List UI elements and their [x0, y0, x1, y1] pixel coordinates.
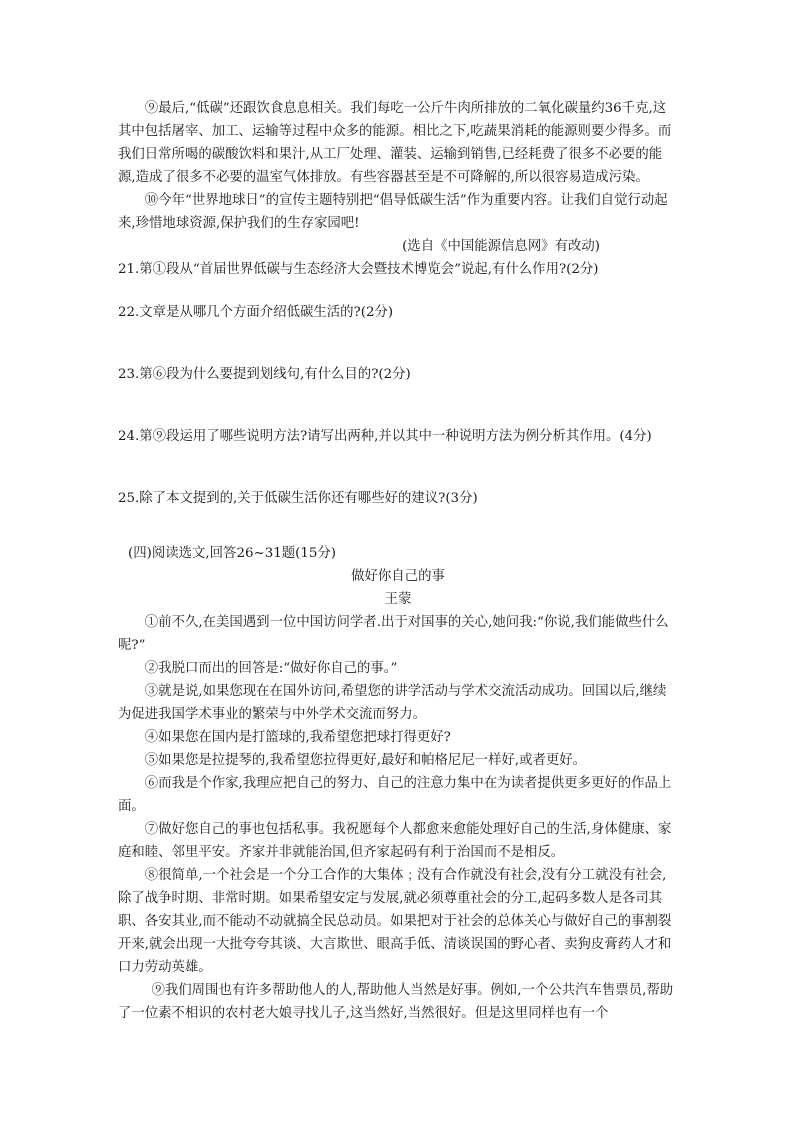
article-title: 做好你自己的事: [351, 569, 445, 584]
passage-source: (选自《中国能源信息网》有改动): [402, 239, 600, 254]
answer-space: [118, 281, 678, 301]
article-paragraph-4: ④如果您在国内是打篮球的,我希望您把球打得更好?: [144, 730, 451, 745]
article-paragraph-8: ⑧很简单,一个社会是一个分工合作的大集体﹔没有合作就没有社会,没有分工就没有社会,除了战争时期、非常时期。如果希望安定与发展,就必须尊重社会的分工,起码多数人是各司其职、各安其业,而不能动不动就搞全民总动员。如果把对于社会的总体关心与做好自己的事割裂开来,就会出现一大批夸夸其谈、大言欺世、眼高手低、清谈误国的野心者、卖狗皮膏药人才和口力劳动英雄。: [118, 868, 672, 975]
answer-space: [118, 448, 678, 487]
article-paragraph-7: ⑦做好您自己的事也包括私事。我祝愿每个人都愈来愈能处理好自己的生活,身体健康、家庭和睦、邻里平安。齐家并非就能治国,但齐家起码有利于治国而不是相反。: [118, 822, 672, 860]
answer-space: [118, 324, 678, 363]
article-paragraph-2: ②我脱口而出的回答是:“做好你自己的事。”: [144, 661, 398, 676]
article-paragraph-5: ⑤如果您是拉提琴的,我希望您拉得更好,最好和帕格尼尼一样好,或者更好。: [144, 753, 587, 768]
exam-page: [118, 97, 678, 1025]
article-paragraph-6: ⑥而我是个作家,我理应把自己的努力、自己的注意力集中在为读者提供更多更好的作品上面。: [118, 776, 672, 814]
section-heading: (四)阅读选文,回答26~31题(15分): [128, 546, 337, 561]
article-paragraph-9: ⑨我们周围也有许多帮助他人的人,帮助他人当然是好事。例如,一个公共汽车售票员,帮助了一位素不相识的农村老大娘寻找儿子,这当然好,当然很好。但是这里同样也有一个: [118, 983, 674, 1021]
passage-paragraph-10: ⑩今年“世界地球日”的宣传主题特别把“倡导低碳生活”作为重要内容。让我们自觉行动起来,珍惜地球资源,保护我们的生存家园吧!: [118, 193, 668, 231]
article-paragraph-3: ③就是说,如果您现在在国外访问,希望您的讲学活动与学术交流活动成功。回国以后,继续为促进我国学术事业的繁荣与中外学术交流而努力。: [118, 684, 667, 722]
question-21: 21.第①段从“首届世界低碳与生态经济大会暨技术博览会”说起,有什么作用?(2分): [118, 262, 599, 277]
article-paragraph-1: ①前不久,在美国遇到一位中国访问学者.出于对国事的关心,她问我:“你说,我们能做些什么呢?”: [118, 615, 669, 653]
question-22: 22.文章是从哪几个方面介绍低碳生活的?(2分): [118, 305, 394, 320]
answer-space: [118, 386, 678, 425]
question-24: 24.第⑨段运用了哪些说明方法?请写出两种,并以其中一种说明方法为例分析其作用。(4分): [118, 429, 652, 444]
question-23: 23.第⑥段为什么要提到划线句,有什么目的?(2分): [118, 367, 411, 382]
passage-paragraph-9: ⑨最后,“低碳”还跟饮食息息相关。我们每吃一公斤牛肉所排放的二氧化碳量约36千克,这其中包括屠宰、加工、运输等过程中众多的能源。相比之下,吃蔬果消耗的能源则要少得多。而我们日常所喝的碳酸饮料和果汁,从工厂处理、灌装、运输到销售,已经耗费了很多不必要的能源,造成了很多不必要的温室气体排放。有些容器甚至是不可降解的,所以很容易造成污染。: [118, 101, 672, 185]
question-25: 25.除了本文提到的,关于低碳生活你还有哪些好的建议?(3分): [118, 491, 478, 506]
article-author: 王蒙: [384, 592, 412, 607]
